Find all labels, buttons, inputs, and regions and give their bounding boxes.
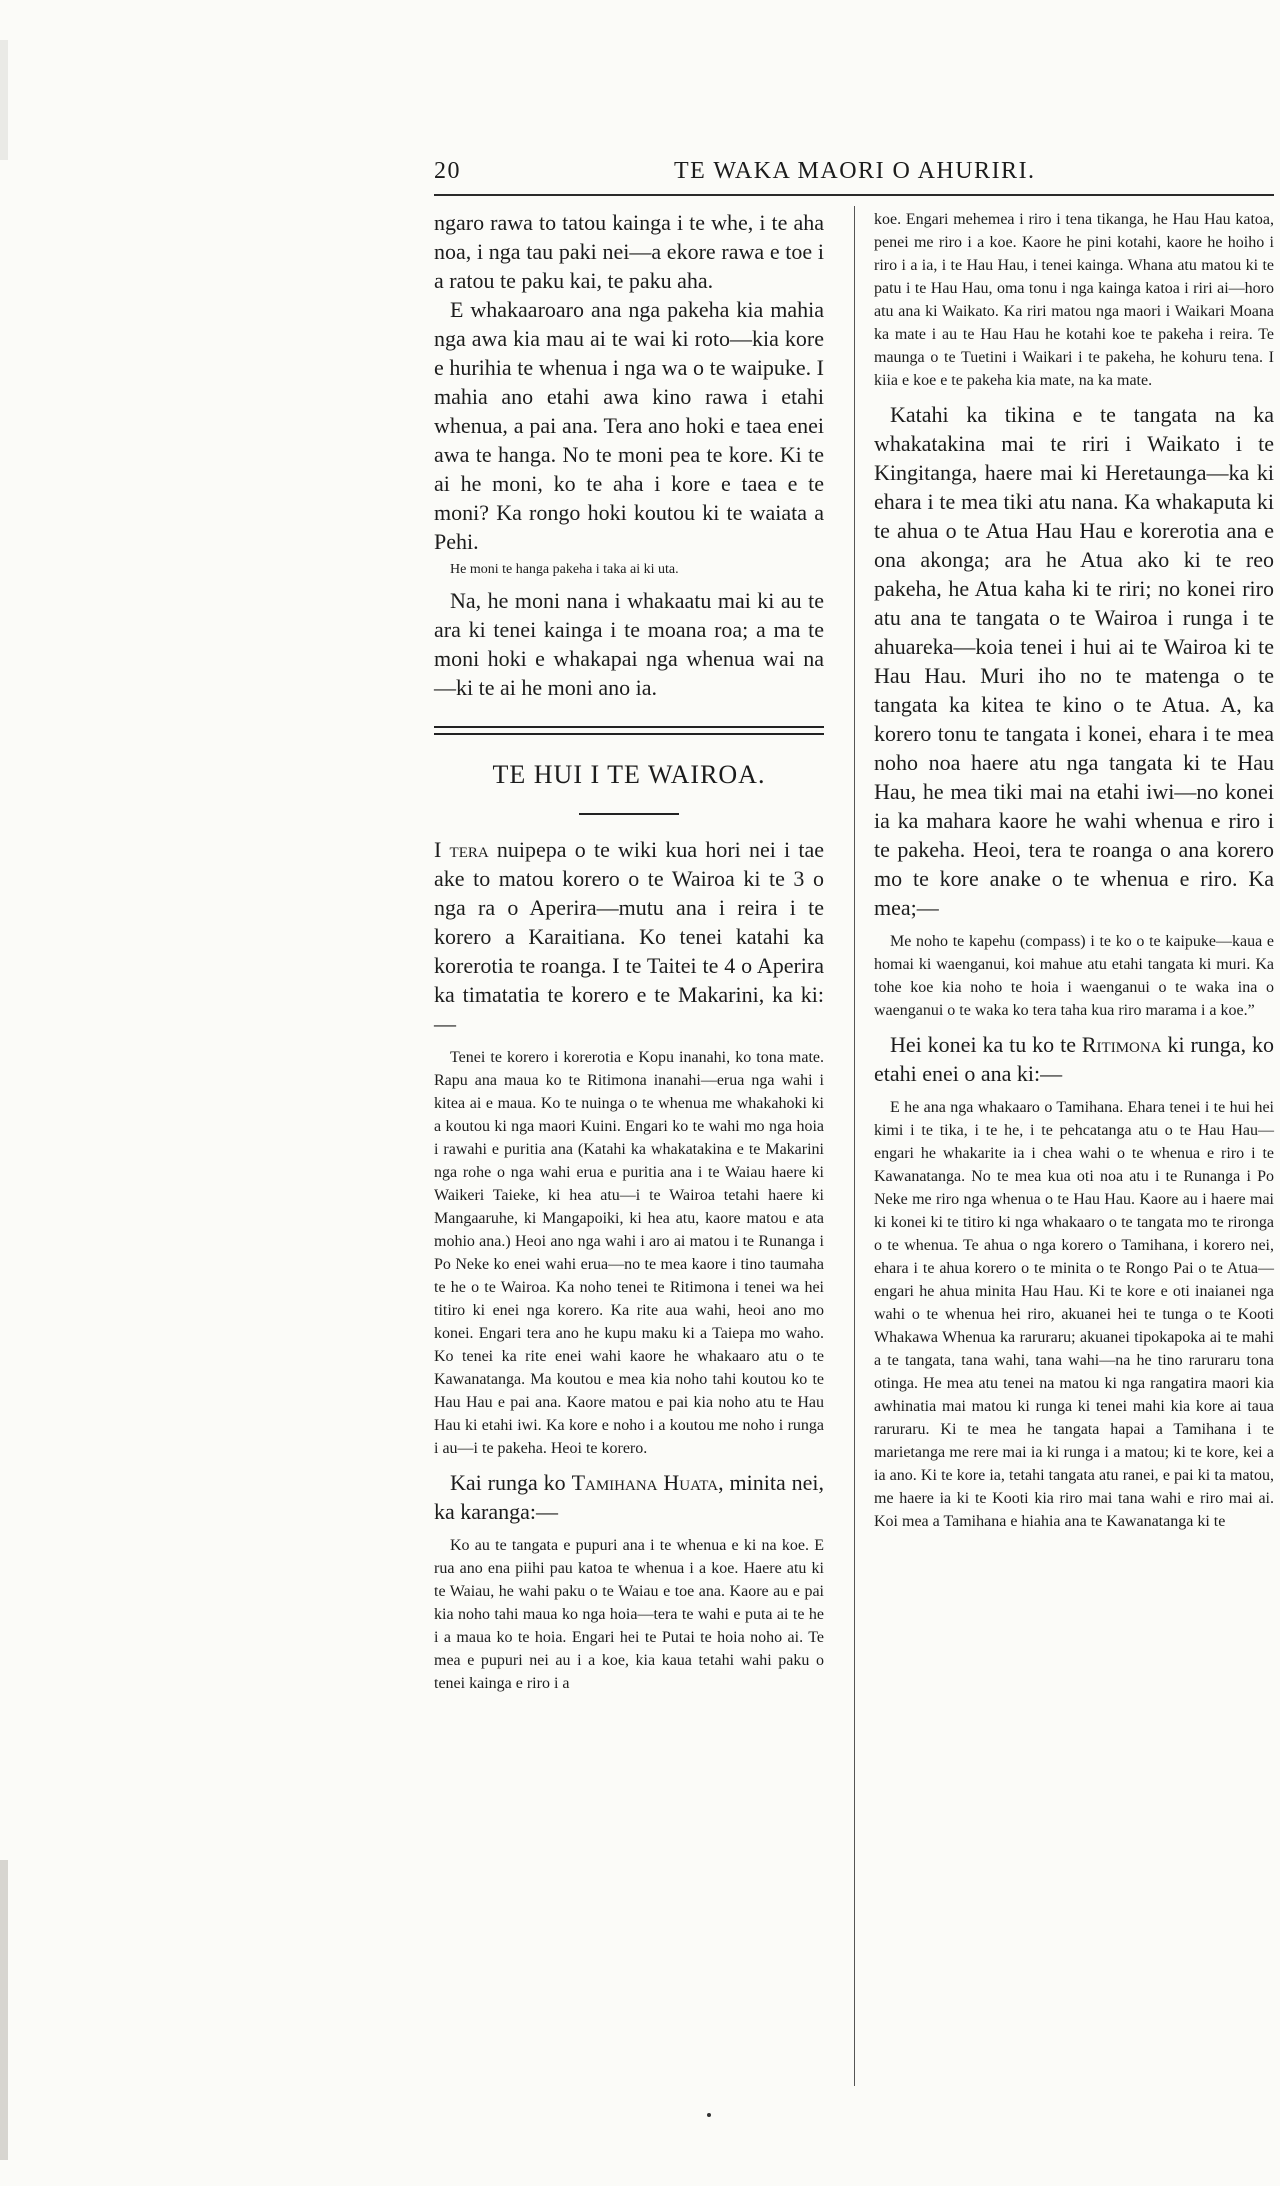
tamihana-speech: Ko au te tangata e pupuri ana i te whenua e ki na koe. E rua ano ena piihi pau katoa te whenua i a koe. Haere atu ki te Waiau, he wahi paku o te Waiau e toe ana. Kaore au e pai kia noho tahi maua ko nga hoia—tera te wahi e puta ai te he i a maua ko te hoia. Engari hei te Putai te hoia noho ai. Te mea e pupuri nei au i a koe, kia kaua tetahi wahi paku o tenei kainga e riro i a: [434, 1537, 824, 1692]
section-title: TE HUI I TE WAIROA.: [492, 760, 766, 789]
article-intro: [434, 835, 824, 1038]
speaker-name: Tamihana Huata: [571, 1470, 719, 1495]
intro-lead-word: I tera: [434, 837, 489, 862]
makarini-speech: Tenei te korero i korerotia e Kopu inanahi, ko tona mate. Rapu ana maua ko te Ritimona inanahi—erua nga wahi i kitea ai e maua. Ko te nuinga o te whenua me whakahoki ki a koutou ki nga maori Kuini. Engari ko te wahi mo nga hoia i rawahi e puritia ana (Katahi ka whakatakina e te Makarini nga rohe o nga wahi erua e puritia ana i te Waiau haere ki Waikeri Taieke, ki hea atu—i te Wairoa tetahi haere ki Mangaaruhe, ki Mangapoiki, ki hea atu, kaore matou e ata mohio ana.) Heoi ano nga wahi i aro ai matou i te Runanga i Po Neke ko enei wahi erua—no te mea kaore i tino taumaha te he o te Wairoa. Ka noho tenei te Ritimona i tenei wa hei titiro ki enei nga korero. Ka rite aua wahi, heoi ano mo konei. Engari tera ano he kupu maku ki a Taiepa mo waho. Ko tenei ka rite enei wahi kaore he whakaaro atu o te Kawanatanga. Ma koutou e mea kia noho tahi koutou ko te Hau Hau e pai ana. Kaore matou e pai kia noho atu te Hau Hau ki etahi iwi. Ka kore e noho i a koutou me noho i runga i au—i te pakeha. Heoi te korero.: [434, 1049, 824, 1457]
ritimona-speech: E he ana nga whakaaro o Tamihana. Ehara tenei i te hui hei kimi i te tika, i te he, i te pehcatanga atu o te Hau Hau—engari he whakarite ia i chea wahi o te whenua e riro i te Kawanatanga. No te mea kua oti noa atu i te Runanga i Po Neke me riro nga whenua o te Hau Hau. Kaore au i haere mai ki konei ki te titiro ki nga whakaaro o te tangata mo te rironga o te whenua. Te ahua o nga korero o Tamihana, i korero nei, ehara i te ahua korero o te minita o te Rongo Pai o te Atua—engari he ahua minita Hau Hau. Ki te kore e oti inaianei nga wahi o te whenua hei riro, akuanei hei te tunga o te Kooti Whakawa Whenua ka raruraru; akuanei tipokapoka ai te mahi a te tangata, tana wahi, tana wahi—na he tino raruraru tona otinga. He mea atu tenei na matou ki nga rangatira maori kia awhinatia mai matou ki runga ki tenei mahi kia kore ai taua raruraru. Ki te mea he tangata hapai a Tamihana i te marietanga me rere mai ia ki runga i a matou; ki te kore, kei a ia ano. Ki te kore ia, tetahi tangata atu ranei, e pai ki ta matou, me haere ia ki te Kooti kia riro mai tana wahi e riro mai ai. Koi mea a Tamihana e hiahia ana te Kawanatanga ki te: [874, 1099, 1274, 1530]
paragraph-katahi: Katahi ka tikina e te tangata na ka whakatakina mai te riri i Waikato i te Kingitanga, haere mai ki Heretaunga—ka ki ehara i te mea tiki atu nana. Ka whakaputa ki te ahua o te Atua Hau Hau e korerotia ana e ona akonga; ara he Atua ako ki te reo pakeha, he Atua kaha ki te riri; no konei riro atu ana te tangata o te Wairoa i runga i te ahuareka—koia tenei i hui ai te Wairoa ki te Hau Hau. Muri iho no te matenga o te tangata ka kitea te kino o te Atua. A, ka korero tonu te tangata i konei, ehara i te mea noho noa haere atu nga tangata ki te Hau Hau, he mea tiki mai na etahi iwi—no konei ia ka mahara kaore he wahi whenua e riro i te pakeha. Heoi, tera te roanga o ana korero mo te kore anake o te whenua e riro. Ka mea;—: [874, 402, 1274, 920]
print-dot: [707, 2113, 711, 2117]
header-rule: [434, 194, 1274, 196]
speaker-intro-tail: ki runga, ko etahi enei o ana ki:—: [874, 1032, 1274, 1086]
compass-quote: Me noho te kapehu (compass) i te ko o te kaipuke—kaua e homai ki waenganui, koi mahue atu etahi tangata ki muri. Ka tohe koe kia noho te hoia i waenganui o te waka ina o waenganui o te waka ko tera taha kua riro marama i a koe.”: [874, 933, 1274, 1019]
page-header: [434, 150, 1034, 190]
column-divider: [854, 206, 855, 2086]
section-short-rule: [579, 813, 679, 815]
tamihana-speech-continued: koe. Engari mehemea i riro i tena tikanga, he Hau Hau katoa, penei me riro i a koe. Kaore he pini kotahi, kaore he hoiho i riro i a ia, i te Hau Hau, i tenei kainga. Whana atu matou ki te patu i te Hau Hau, oma tonu i nga kainga katoa i riri ai—horo atu ana ki Waikato. Ka riri matou nga maori i Waikari Moana ka mate i au te Hau Hau he kotahi koe te pakeha i reira. Te maunga o te Tuetini i Waikari i te pakeha, he kohuru tena. I kiia e koe e te pakeha kia mate, na ka mate.: [874, 211, 1274, 389]
speaker-intro-tail: , minita nei, ka karanga:—: [434, 1470, 825, 1524]
newspaper-title: TE WAKA MAORI O AHURIRI.: [674, 158, 1036, 184]
paragraph-awa: E whakaaroaro ana nga pakeha kia mahia nga awa kia mau ai te wai ki roto—kia kore e hurihia te whenua i nga wa o te waipuke. I mahia ano etahi awa kino rawa i etahi whenua, a pai ana. Tera ano hoki e taea enei awa te hanga. No te moni pea te kore. Ki te ai he moni, ko te aha i kore e taea e te moni? Ka rongo hoki koutou ki te waiata a Pehi.: [434, 297, 824, 554]
speaker-intro-text: Hei konei ka tu ko te: [890, 1032, 1082, 1057]
scan-edge-shadow-top: [0, 40, 8, 160]
page-number: 20: [434, 158, 461, 184]
speaker-intro-ritimona: [874, 1030, 1274, 1088]
speaker-intro-text: Kai runga ko: [450, 1470, 572, 1495]
song-quote: He moni te hanga pakeha i taka ai ki uta.: [450, 562, 679, 577]
right-column: [874, 208, 1274, 1541]
section-double-rule: [434, 726, 824, 735]
paragraph-moni: Na, he moni nana i whakaatu mai ki au te ara ki tenei kainga i te moana roa; a ma te moni hoki e whakapai nga whenua wai na—ki te ai he moni ano ia.: [434, 588, 824, 700]
paragraph-continuation: ngaro rawa to tatou kainga i te whe, i te aha noa, i nga tau paki nei—a ekore rawa e toe i a ratou te paku kai, te paku aha.: [434, 210, 824, 293]
intro-text: nuipepa o te wiki kua hori nei i tae ake to matou korero o te Wairoa ki te 3 o nga ra o Aperira—mutu ana i reira i te korero a Karaitiana. Ko tenei katahi ka korerotia te roanga. I te Taitei te 4 o Aperira ka timatatia te korero e te Makarini, ka ki:—: [434, 837, 824, 1036]
speaker-name: Ritimona: [1081, 1032, 1162, 1057]
left-column: [434, 208, 824, 1703]
speaker-intro-tamihana: [434, 1468, 824, 1526]
scan-edge-shadow: [0, 1860, 8, 2160]
